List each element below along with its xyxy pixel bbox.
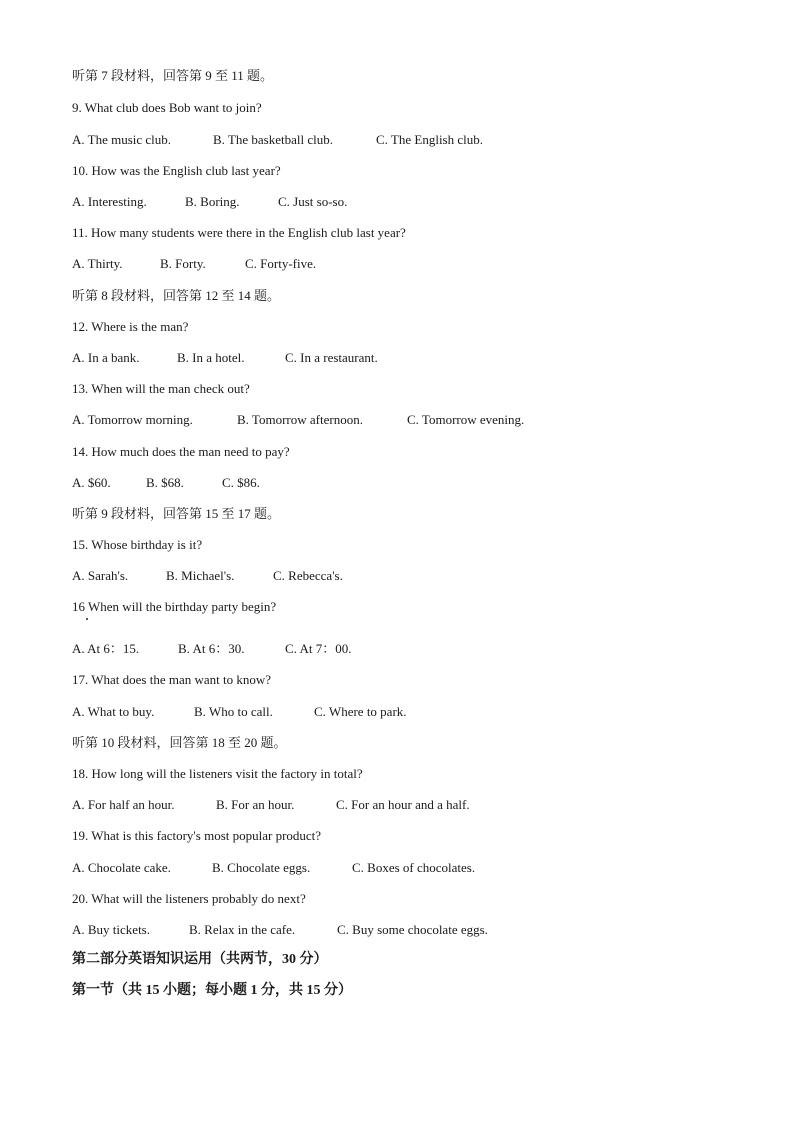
section-heading-7: 听第 7 段材料，回答第 9 至 11 题。 (72, 68, 274, 83)
option-b: B. Who to call. (194, 704, 273, 719)
option-c: C. Just so-so. (278, 194, 348, 209)
question-15: 15. Whose birthday is it? (72, 537, 203, 552)
question-14: 14. How much does the man need to pay? (72, 444, 290, 459)
question-10: 10. How was the English club last year? (72, 163, 281, 178)
option-b: B. The basketball club. (213, 132, 333, 147)
option-b: B. At 6：30. (178, 641, 245, 656)
option-b: B. For an hour. (216, 797, 295, 812)
stray-dot-mark (86, 618, 88, 620)
option-a: A. What to buy. (72, 704, 155, 719)
question-12: 12. Where is the man? (72, 319, 189, 334)
section-heading-9: 听第 9 段材料，回答第 15 至 17 题。 (72, 506, 281, 521)
option-a: A. $60. (72, 475, 111, 490)
question-16: 16 When will the birthday party begin? (72, 599, 277, 614)
option-c: C. Forty-five. (245, 256, 317, 271)
option-b: B. Relax in the cafe. (189, 922, 296, 937)
option-c: C. Where to park. (314, 704, 407, 719)
option-a: A. Thirty. (72, 256, 123, 271)
option-c: C. Buy some chocolate eggs. (337, 922, 488, 937)
option-c: C. At 7：00. (285, 641, 352, 656)
option-c: C. Rebecca's. (273, 568, 343, 583)
option-a: A. Interesting. (72, 194, 147, 209)
section-one-title: 第一节（共 15 小题；每小题 1 分，共 15 分） (72, 983, 352, 998)
option-b: B. Chocolate eggs. (212, 860, 311, 875)
option-c: C. In a restaurant. (285, 350, 378, 365)
question-20: 20. What will the listeners probably do next? (72, 891, 306, 906)
option-c: C. For an hour and a half. (336, 797, 470, 812)
option-b: B. Michael's. (166, 568, 235, 583)
option-c: C. $86. (222, 475, 260, 490)
question-17: 17. What does the man want to know? (72, 672, 272, 687)
part-two-title: 第二部分英语知识运用（共两节，30 分） (72, 952, 328, 967)
section-heading-8: 听第 8 段材料，回答第 12 至 14 题。 (72, 288, 281, 303)
section-heading-10: 听第 10 段材料，回答第 18 至 20 题。 (72, 735, 287, 750)
option-c: C. The English club. (376, 132, 484, 147)
option-a: A. In a bank. (72, 350, 140, 365)
question-18: 18. How long will the listeners visit the factory in total? (72, 766, 363, 781)
option-c: C. Boxes of chocolates. (352, 860, 476, 875)
option-b: B. $68. (146, 475, 184, 490)
option-a: A. For half an hour. (72, 797, 175, 812)
question-11: 11. How many students were there in the English club last year? (72, 225, 406, 240)
question-13: 13. When will the man check out? (72, 381, 250, 396)
option-a: A. Sarah's. (72, 568, 129, 583)
option-a: A. Tomorrow morning. (72, 412, 193, 427)
question-19: 19. What is this factory's most popular product? (72, 828, 322, 843)
question-9: 9. What club does Bob want to join? (72, 100, 262, 115)
option-a: A. Chocolate cake. (72, 860, 171, 875)
option-a: A. The music club. (72, 132, 172, 147)
option-b: B. In a hotel. (177, 350, 245, 365)
option-a: A. Buy tickets. (72, 922, 150, 937)
option-b: B. Tomorrow afternoon. (237, 412, 363, 427)
option-a: A. At 6：15. (72, 641, 140, 656)
option-b: B. Boring. (185, 194, 240, 209)
option-b: B. Forty. (160, 256, 206, 271)
option-c: C. Tomorrow evening. (407, 412, 525, 427)
